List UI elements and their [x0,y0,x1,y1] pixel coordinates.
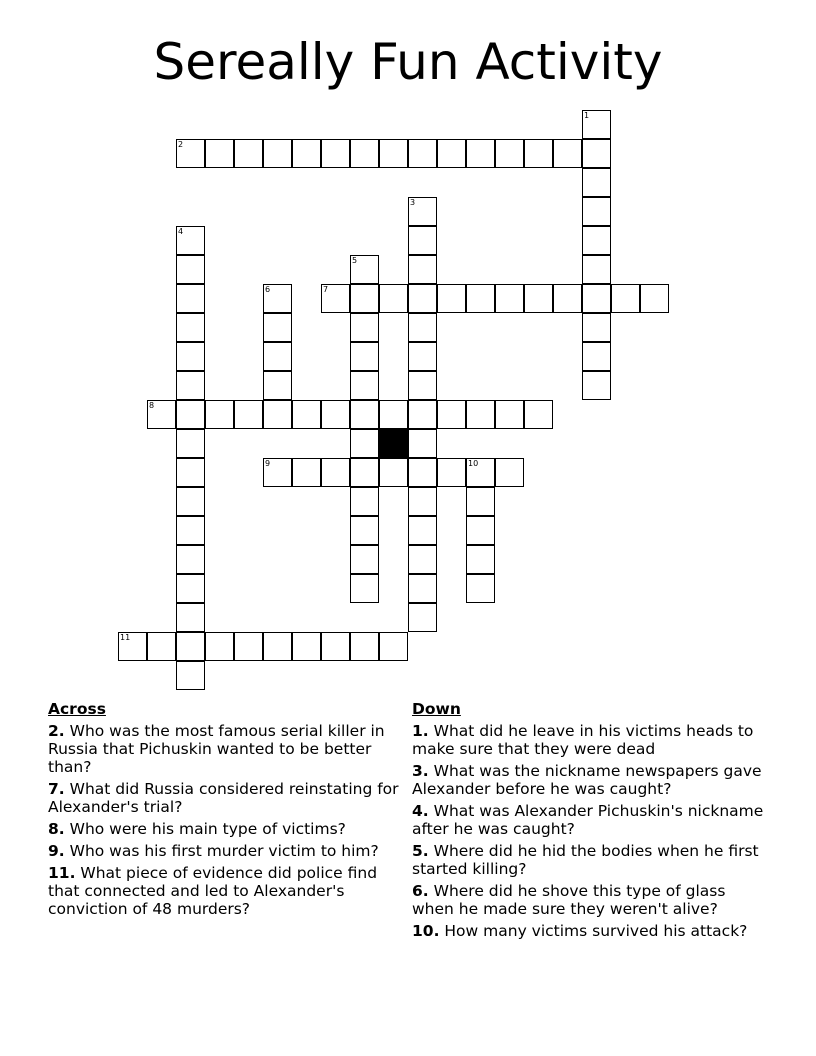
grid-cell[interactable] [350,429,379,458]
black-cell [379,429,408,458]
grid-cell[interactable] [234,632,263,661]
grid-cell[interactable] [176,429,205,458]
grid-cell[interactable] [495,458,524,487]
grid-cell[interactable] [350,400,379,429]
grid-cell[interactable] [408,400,437,429]
grid-cell[interactable] [437,400,466,429]
grid-cell[interactable] [176,255,205,284]
clue-number: 8. [48,820,65,838]
grid-cell[interactable] [176,313,205,342]
grid-cell[interactable] [408,284,437,313]
grid-cell[interactable] [466,545,495,574]
grid-cell[interactable] [263,313,292,342]
grid-cell[interactable] [408,139,437,168]
grid-cell[interactable] [234,139,263,168]
grid-cell[interactable] [205,400,234,429]
grid-cell[interactable] [321,458,350,487]
grid-cell[interactable] [466,284,495,313]
grid-cell[interactable] [147,632,176,661]
grid-cell[interactable] [437,284,466,313]
grid-number: 10 [468,459,479,468]
grid-cell[interactable] [263,139,292,168]
puzzle-title: Sereally Fun Activity [153,33,663,91]
grid-cell[interactable] [524,400,553,429]
clue-text: Who was the most famous serial killer in Russia that Pichuskin wanted to be better than? [48,722,385,776]
grid-number: 3 [410,198,416,207]
clue-text: What was the nickname newspapers gave Alexander before he was caught? [412,762,762,798]
grid-number: 9 [265,459,271,468]
grid-cell[interactable] [321,139,350,168]
grid-cell[interactable] [553,284,582,313]
grid-cell[interactable] [350,371,379,400]
grid-cell[interactable] [234,400,263,429]
grid-cell[interactable] [176,342,205,371]
clue-down-6 [412,882,772,918]
clue-text: What was Alexander Pichuskin's nickname after he was caught? [412,802,764,838]
grid-cell[interactable] [408,429,437,458]
grid-cell[interactable] [292,458,321,487]
grid-cell[interactable] [176,284,205,313]
grid-cell[interactable] [466,139,495,168]
grid-cell[interactable] [379,400,408,429]
clue-text: Who were his main type of victims? [69,820,346,838]
clue-down-3 [412,762,772,798]
clue-number: 7. [48,780,65,798]
grid-cell[interactable] [350,342,379,371]
grid-number: 4 [178,227,184,236]
grid-cell[interactable] [205,632,234,661]
clue-across-8 [48,820,400,838]
grid-cell[interactable] [176,458,205,487]
clue-text: How many victims survived his attack? [444,922,748,940]
grid-cell[interactable] [350,632,379,661]
grid-cell[interactable] [176,632,205,661]
clue-text: Where did he shove this type of glass when he made sure they weren't alive? [412,882,726,918]
clue-down-4 [412,802,772,838]
grid-cell[interactable] [350,487,379,516]
grid-cell[interactable] [379,139,408,168]
grid-cell[interactable] [350,545,379,574]
grid-cell[interactable] [379,284,408,313]
grid-cell[interactable] [582,342,611,371]
down-clues [412,700,772,944]
grid-cell[interactable] [611,284,640,313]
grid-cell[interactable] [176,545,205,574]
grid-cell[interactable] [350,139,379,168]
grid-cell[interactable] [495,139,524,168]
grid-cell[interactable] [582,255,611,284]
grid-cell[interactable] [321,400,350,429]
clue-across-7 [48,780,400,816]
grid-cell[interactable] [553,139,582,168]
grid-cell[interactable] [379,458,408,487]
grid-cell[interactable] [176,371,205,400]
clue-across-11 [48,864,400,918]
grid-cell[interactable] [408,574,437,603]
grid-cell[interactable] [408,516,437,545]
grid-cell[interactable] [437,458,466,487]
grid-cell[interactable] [582,226,611,255]
grid-cell[interactable] [437,139,466,168]
down-heading: Down [412,700,461,718]
grid-cell[interactable] [408,458,437,487]
grid-cell[interactable] [466,516,495,545]
clue-number: 3. [412,762,429,780]
grid-number: 11 [120,633,131,642]
clue-across-9 [48,842,400,860]
grid-cell[interactable] [466,574,495,603]
grid-cell[interactable] [263,342,292,371]
grid-cell[interactable] [408,255,437,284]
grid-cell[interactable] [524,139,553,168]
grid-cell[interactable] [176,661,205,690]
clue-down-10 [412,922,772,940]
grid-cell[interactable] [350,284,379,313]
grid-cell[interactable] [582,139,611,168]
grid-cell[interactable] [582,313,611,342]
grid-number: 7 [323,285,329,294]
grid-number: 8 [149,401,155,410]
across-heading: Across [48,700,106,718]
grid-cell[interactable] [408,342,437,371]
grid-cell[interactable] [408,313,437,342]
clue-number: 5. [412,842,429,860]
grid-cell[interactable] [582,284,611,313]
clue-number: 11. [48,864,76,882]
grid-cell[interactable] [350,313,379,342]
clue-text: What did he leave in his victims heads to make sure that they were dead [412,722,754,758]
clue-number: 2. [48,722,65,740]
across-clues [48,700,400,922]
clue-text: Who was his first murder victim to him? [69,842,379,860]
grid-cell[interactable] [524,284,553,313]
grid-cell[interactable] [263,400,292,429]
grid-cell[interactable] [292,400,321,429]
clue-down-1 [412,722,772,758]
grid-cell[interactable] [640,284,669,313]
grid-cell[interactable] [466,400,495,429]
clue-text: Where did he hid the bodies when he first started killing? [412,842,759,878]
grid-number: 2 [178,140,184,149]
grid-cell[interactable] [176,487,205,516]
clue-number: 6. [412,882,429,900]
grid-cell[interactable] [176,516,205,545]
grid-cell[interactable] [495,284,524,313]
grid-number: 5 [352,256,358,265]
grid-cell[interactable] [205,139,234,168]
grid-cell[interactable] [321,632,350,661]
grid-cell[interactable] [379,632,408,661]
grid-number: 1 [584,111,590,120]
clue-down-5 [412,842,772,878]
grid-cell[interactable] [582,168,611,197]
grid-cell[interactable] [176,603,205,632]
grid-cell[interactable] [350,458,379,487]
grid-cell[interactable] [263,632,292,661]
grid-cell[interactable] [582,197,611,226]
grid-cell[interactable] [582,371,611,400]
clue-number: 9. [48,842,65,860]
clue-text: What piece of evidence did police find that connected and led to Alexander's conviction of 48 murders? [48,864,378,918]
grid-cell[interactable] [408,371,437,400]
grid-cell[interactable] [408,226,437,255]
grid-cell[interactable] [176,400,205,429]
grid-number: 6 [265,285,271,294]
grid-cell[interactable] [350,574,379,603]
grid-cell[interactable] [408,603,437,632]
clue-number: 10. [412,922,440,940]
clue-text: What did Russia considered reinstating for Alexander's trial? [48,780,399,816]
grid-cell[interactable] [292,632,321,661]
grid-cell[interactable] [350,516,379,545]
grid-cell[interactable] [466,487,495,516]
grid-cell[interactable] [263,371,292,400]
grid-cell[interactable] [495,400,524,429]
clue-number: 4. [412,802,429,820]
grid-cell[interactable] [408,545,437,574]
grid-cell[interactable] [176,574,205,603]
grid-cell[interactable] [292,139,321,168]
grid-cell[interactable] [408,487,437,516]
clue-across-2 [48,722,400,776]
clue-number: 1. [412,722,429,740]
